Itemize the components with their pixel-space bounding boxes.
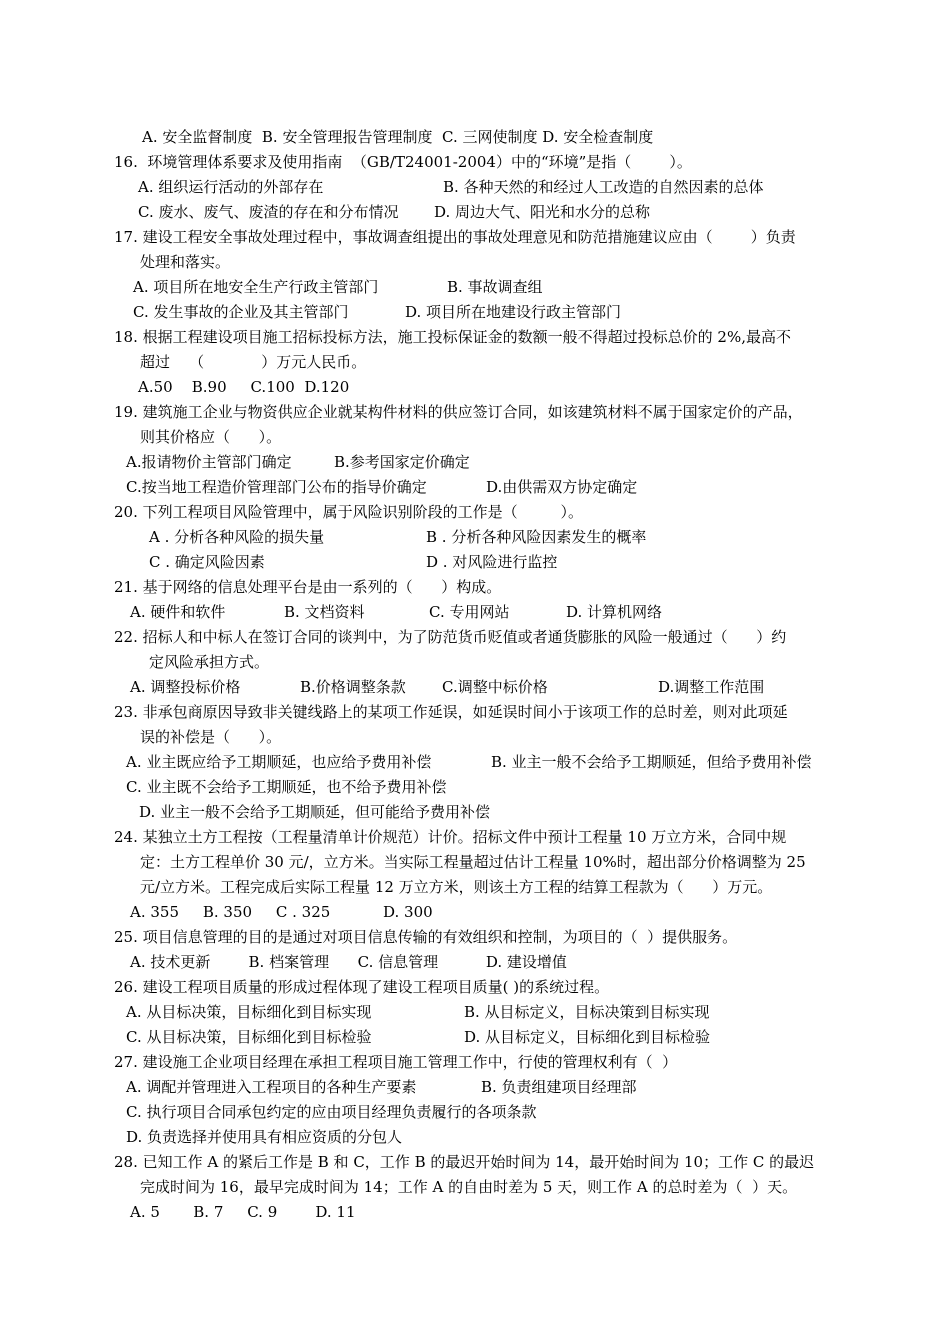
q19-option-a: A.报请物价主管部门确定 bbox=[126, 453, 292, 471]
q17-stem: 17. 建设工程安全事故处理过程中，事故调查组提出的事故处理意见和防范措施建议应由（ ）负责 bbox=[114, 228, 796, 246]
q23-option-c: C. 业主既不会给予工期顺延，也不给予费用补偿 bbox=[126, 778, 447, 796]
q17-option-d: D. 项目所在地建设行政主管部门 bbox=[405, 303, 622, 321]
q20-stem: 20. 下列工程项目风险管理中，属于风险识别阶段的工作是（ ）。 bbox=[114, 503, 584, 521]
q22-option-a: A. 调整投标价格 bbox=[130, 678, 241, 696]
q19-stem: 19. 建筑施工企业与物资供应企业就某构件材料的供应签订合同，如该建筑材料不属于国家定价的产品， bbox=[114, 403, 803, 421]
q21-option-c: C. 专用网站 bbox=[429, 603, 510, 621]
q24-stem-cont-2: 元/立方米。工程完成后实际工程量 12 万立方米，则该土方工程的结算工程款为（ ）万元。 bbox=[140, 878, 773, 896]
q17-option-a: A. 项目所在地安全生产行政主管部门 bbox=[133, 278, 379, 296]
q20-option-a: A . 分析各种风险的损失量 bbox=[149, 528, 325, 546]
q18-stem: 18. 根据工程建设项目施工招标投标方法，施工投标保证金的数额一般不得超过投标总价的 2%,最高不 bbox=[114, 328, 791, 346]
q20-option-c: C . 确定风险因素 bbox=[149, 553, 265, 571]
q17-stem-cont: 处理和落实。 bbox=[140, 253, 231, 271]
q25-options: A. 技术更新 B. 档案管理 C. 信息管理 D. 建设增值 bbox=[130, 953, 567, 971]
q23-stem: 23. 非承包商原因导致非关键线路上的某项工作延误，如延误时间小于该项工作的总时差，则对此项延 bbox=[114, 703, 788, 721]
q16-option-c: C. 废水、废气、废渣的存在和分布情况 bbox=[138, 203, 399, 221]
q21-option-b: B. 文档资料 bbox=[284, 603, 365, 621]
q17-option-b: B. 事故调查组 bbox=[447, 278, 543, 296]
q19-stem-cont: 则其价格应（ ）。 bbox=[140, 428, 282, 446]
q19-option-b: B.参考国家定价确定 bbox=[334, 453, 470, 471]
q23-stem-cont: 误的补偿是（ ）。 bbox=[140, 728, 282, 746]
q24-option-d: D. 300 bbox=[383, 903, 433, 921]
q24-options-abc: A. 355 B. 350 C . 325 bbox=[130, 903, 331, 921]
q22-option-d: D.调整工作范围 bbox=[658, 678, 765, 696]
q18-stem-cont: 超过 （ ）万元人民币。 bbox=[140, 353, 367, 371]
q27-option-c: C. 执行项目合同承包约定的应由项目经理负责履行的各项条款 bbox=[126, 1103, 537, 1121]
q23-option-b: B. 业主一般不会给予工期顺延，但给予费用补偿 bbox=[491, 753, 812, 771]
q20-option-d: D . 对风险进行监控 bbox=[426, 553, 558, 571]
q23-option-d: D. 业主一般不会给予工期顺延，但可能给予费用补偿 bbox=[139, 803, 491, 821]
q19-option-c: C.按当地工程造价管理部门公布的指导价确定 bbox=[126, 478, 427, 496]
q26-option-d: D. 从目标定义，目标细化到目标检验 bbox=[464, 1028, 711, 1046]
q22-option-b: B.价格调整条款 bbox=[300, 678, 406, 696]
q16-stem: 16. 环境管理体系要求及使用指南 （GB/T24001-2004）中的“环境”是指（ ）。 bbox=[114, 153, 692, 171]
q27-option-a: A. 调配并管理进入工程项目的各种生产要素 bbox=[126, 1078, 417, 1096]
q28-options: A. 5 B. 7 C. 9 D. 11 bbox=[130, 1203, 356, 1221]
q27-stem: 27. 建设施工企业项目经理在承担工程项目施工管理工作中，行使的管理权利有（ ） bbox=[114, 1053, 678, 1071]
q16-option-a: A. 组织运行活动的外部存在 bbox=[138, 178, 324, 196]
q16-option-d: D. 周边大气、阳光和水分的总称 bbox=[434, 203, 651, 221]
q26-stem: 26. 建设工程项目质量的形成过程体现了建设工程项目质量( )的系统过程。 bbox=[114, 978, 610, 996]
q21-stem: 21. 基于网络的信息处理平台是由一系列的（ ）构成。 bbox=[114, 578, 502, 596]
q24-stem-cont-1: 定：土方工程单价 30 元/，立方米。当实际工程量超过估计工程量 10%时，超出部分价格调整为 25 bbox=[140, 853, 806, 871]
q26-option-b: B. 从目标定义，目标决策到目标实现 bbox=[464, 1003, 710, 1021]
q27-option-b: B. 负责组建项目经理部 bbox=[481, 1078, 637, 1096]
q21-option-d: D. 计算机网络 bbox=[566, 603, 663, 621]
q15-options: A. 安全监督制度 B. 安全管理报告管理制度 C. 三网使制度 D. 安全检查制度 bbox=[142, 128, 654, 146]
q19-option-d: D.由供需双方协定确定 bbox=[486, 478, 638, 496]
q22-stem: 22. 招标人和中标人在签订合同的谈判中，为了防范货币贬值或者通货膨胀的风险一般通过（ ）约 bbox=[114, 628, 787, 646]
q26-option-c: C. 从目标决策，目标细化到目标检验 bbox=[126, 1028, 372, 1046]
q22-option-c: C.调整中标价格 bbox=[442, 678, 548, 696]
q26-option-a: A. 从目标决策，目标细化到目标实现 bbox=[126, 1003, 372, 1021]
q24-stem: 24. 某独立土方工程按（工程量清单计价规范）计价。招标文件中预计工程量 10 万立方米，合同中规 bbox=[114, 828, 787, 846]
q28-stem-cont: 完成时间为 16，最早完成时间为 14；工作 A 的自由时差为 5 天，则工作 A 的总时差为（ ）天。 bbox=[140, 1178, 798, 1196]
q23-option-a: A. 业主既应给予工期顺延，也应给予费用补偿 bbox=[126, 753, 432, 771]
q27-option-d: D. 负责选择并使用具有相应资质的分包人 bbox=[126, 1128, 403, 1146]
q20-option-b: B . 分析各种风险因素发生的概率 bbox=[426, 528, 647, 546]
q21-option-a: A. 硬件和软件 bbox=[130, 603, 226, 621]
q17-option-c: C. 发生事故的企业及其主管部门 bbox=[133, 303, 349, 321]
q18-options: A.50 B.90 C.100 D.120 bbox=[138, 378, 350, 396]
q22-stem-cont: 定风险承担方式。 bbox=[149, 653, 270, 671]
q16-option-b: B. 各种天然的和经过人工改造的自然因素的总体 bbox=[443, 178, 764, 196]
q25-stem: 25. 项目信息管理的目的是通过对项目信息传输的有效组织和控制，为项目的（ ）提供服务。 bbox=[114, 928, 738, 946]
q28-stem: 28. 已知工作 A 的紧后工作是 B 和 C，工作 B 的最迟开始时间为 14，最开始时间为 10；工作 C 的最迟 bbox=[114, 1153, 815, 1171]
